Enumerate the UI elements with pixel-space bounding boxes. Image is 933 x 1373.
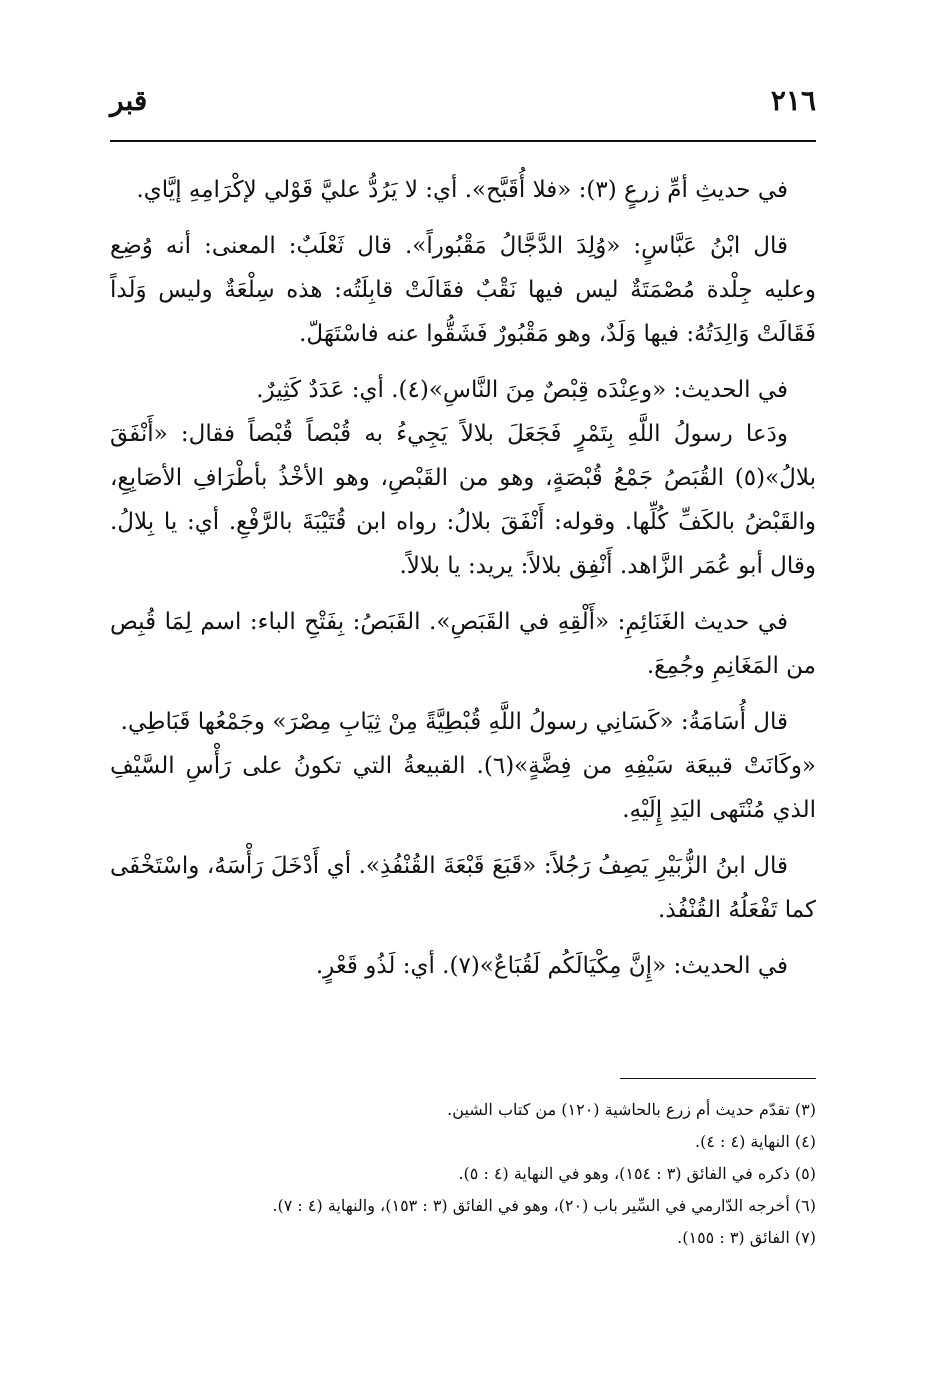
page-number: ٢١٦ (770, 84, 816, 117)
paragraph: «وكَانَتْ قبيعَة سَيْفِهِ من فِضَّةٍ»(٦). القبيعةُ التي تكونُ على رَأْسِ السَّيْفِ الذي مُنْتَهى اليَدِ إِلَيْهِ. (110, 753, 816, 823)
footnote: (٣) تقدّم حديث أم زرع بالحاشية (١٢٠) من كتاب الشين. (447, 1100, 816, 1119)
footnotes (110, 1094, 816, 1254)
main-text (110, 168, 816, 1000)
footnote-rule (620, 1078, 816, 1079)
paragraph: قال أُسَامَةُ: «كَسَانِي رسولُ اللَّهِ قُبْطِيَّةً مِنْ ثِيَابِ مِصْرَ» وجَمْعُها قَبَاطِي. (120, 709, 788, 735)
footnote: (٧) الفائق (٣ : ١٥٥). (677, 1228, 816, 1247)
paragraph: في الحديث: «إِنَّ مِكْيَالَكُم لَقُبَاعٌ»(٧). أي: لَذُو قَعْرٍ. (315, 953, 788, 979)
paragraph: ودَعا رسولُ اللَّهِ بِتَمْرٍ فَجَعَلَ بلالاً يَجِيءُ به قُبْصاً قُبْصاً فقال: «أَنْفَقَ بلالُ»(٥) القُبَصُ جَمْعُ قُبْصَةٍ، وهو من القَبْصِ، وهو الأخْذُ بأطْرَافِ الأصَابِعِ، والقَبْضُ بالكَفِّ كُلِّها. وقوله: أَنْفَقَ بلالُ: رواه ابن قُتَيْبَةَ بالرَّفْعِ. أي: يا بِلالُ. وقال أبو عُمَر الزَّاهد. أَنْفِق بلالاً: يريد: يا بلالاً. (110, 421, 816, 579)
footnote: (٥) ذكره في الفائق (٣ : ١٥٤)، وهو في النهاية (٤ : ٥). (458, 1164, 816, 1183)
footnote: (٤) النهاية (٤ : ٤). (694, 1132, 816, 1151)
paragraph: في الحديث: «وعِنْدَه قِبْصٌ مِنَ النَّاسِ»(٤). أي: عَدَدٌ كَثِيرٌ. (256, 377, 788, 403)
paragraph: في حديثِ أمِّ زرعٍ (٣): «فلا أُقَبَّح». أي: لا يَرُدُّ عليَّ قَوْلي لإكْرَامِهِ إيَّاي. (136, 177, 788, 203)
paragraph: قال ابْنُ عَبَّاسٍ: «وُلِدَ الدَّجَّالُ مَقْبُوراً». قال ثَعْلَبٌ: المعنى: أنه وُضِع وعليه جِلْدة مُصْمَتَةٌ ليس فيها نَقْبٌ فقَالَتْ قابِلَتُه: هذه سِلْعَةٌ وليس وَلَداً فَقَالَتْ وَالِدَتُهُ: فيها وَلَدٌ، وهو مَقْبُورٌ فَشَقُّوا عنه فاسْتَهَلّ. (110, 233, 816, 347)
running-head: قبر (110, 84, 148, 117)
paragraph: في حديث الغَنَائِمِ: «أَلْقِهِ في القَبَصِ». القَبَصُ: بِفَتْحِ الباء: اسم لِمَا قُبِص من المَغَانِمِ وجُمِعَ. (110, 609, 816, 679)
page-header (110, 84, 816, 128)
paragraph: قال ابنُ الزُّبَيْرِ يَصِفُ رَجُلاً: «قَبَعَ قَبْعَةَ القُنْفُذِ». أي أَدْخَلَ رَأْسَهُ، واسْتَخْفَى كما تَفْعَلُهُ القُنْفُذ. (110, 853, 816, 923)
header-rule (110, 140, 816, 142)
footnote: (٦) أخرجه الدّارمي في السِّير باب (٢٠)، وهو في الفائق (٣ : ١٥٣)، والنهاية (٤ : ٧). (272, 1196, 816, 1215)
